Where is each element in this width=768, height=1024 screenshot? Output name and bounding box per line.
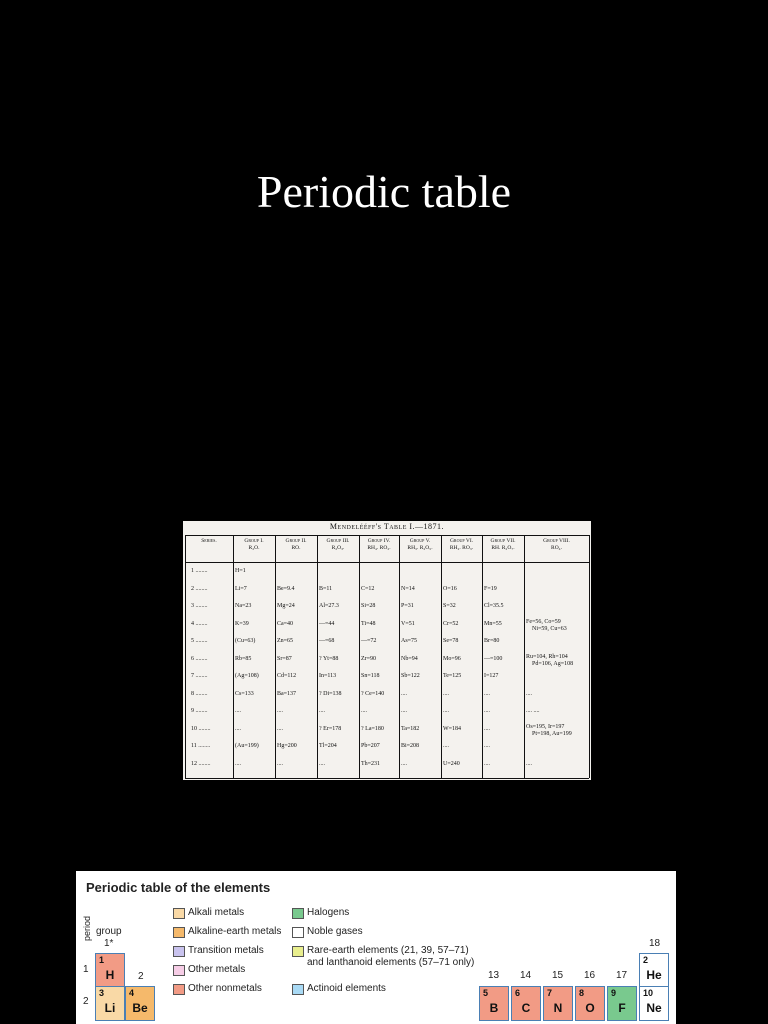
mendeleev-cell: ....: [484, 708, 490, 714]
mendeleev-cell: ....: [235, 760, 241, 767]
mendeleev-cell: —=72: [361, 638, 377, 644]
element-symbol: B: [489, 1001, 499, 1015]
legend-swatch: [173, 946, 185, 957]
element-tile-n: [543, 986, 573, 1021]
element-number: 4: [129, 988, 135, 998]
mendeleev-cell: Br=80: [484, 638, 500, 644]
group-number-label: 13: [488, 970, 500, 981]
mendeleev-cell: ....: [401, 708, 407, 714]
mendeleev-cell: Tl=204: [319, 743, 337, 749]
mendeleev-series-label: 6 ........: [191, 655, 208, 662]
mendeleev-cell: Zn=65: [277, 638, 294, 644]
element-tile-o: [575, 986, 605, 1021]
legend-label: Actinoid elements: [307, 983, 386, 994]
mendeleev-cell: Sn=118: [361, 673, 380, 679]
mendeleev-header-4: [359, 538, 399, 551]
mendeleev-cell: Ta=182: [401, 725, 420, 732]
group-number-label: 14: [520, 970, 532, 981]
element-symbol: N: [553, 1001, 563, 1015]
group-axis-label: group: [96, 926, 122, 937]
mendeleev-cell: Li=7: [235, 585, 247, 592]
mendeleev-cell: V=51: [401, 620, 415, 627]
mendeleev-cell: Bi=208: [401, 743, 420, 749]
mendeleev-cell: H=1: [235, 568, 246, 574]
element-number: 9: [611, 988, 617, 998]
mendeleev-cell: ....: [319, 760, 325, 767]
mendeleev-header-name: Group III.: [326, 538, 350, 544]
period-axis-label: period: [82, 915, 92, 941]
period-1-label: 1: [83, 964, 89, 975]
mendeleev-table-image: [183, 521, 591, 780]
mendeleev-cell: O=16: [443, 585, 457, 592]
mendeleev-header-formula: RH. R₂O₇.: [491, 544, 515, 551]
mendeleev-cell: ....: [443, 743, 449, 749]
element-symbol: Ne: [646, 1001, 662, 1015]
element-symbol: F: [618, 1001, 626, 1015]
legend-swatch: [292, 927, 304, 938]
slide-title: Periodic table: [256, 166, 512, 217]
element-number: 7: [547, 988, 553, 998]
mendeleev-cell: Hg=200: [277, 743, 297, 749]
mendeleev-cell: ....: [526, 760, 532, 767]
mendeleev-cell: F=19: [484, 585, 497, 592]
mendeleev-header-formula: RH₃. R₂O₅.: [407, 544, 433, 551]
mendeleev-header-name: Series.: [201, 538, 217, 544]
mendeleev-cell: Se=78: [443, 638, 459, 644]
group-number-label: 17: [616, 970, 628, 981]
mendeleev-cell: Sr=87: [277, 655, 292, 662]
mendeleev-cell: Rb=85: [235, 655, 252, 662]
mendeleev-cell: Pb=207: [361, 743, 380, 749]
mendeleev-cell: Fe=56, Co=59 Ni=59, Cu=63: [526, 618, 567, 632]
mendeleev-cell: Cl=35.5: [484, 603, 504, 609]
mendeleev-cell: ....: [235, 708, 241, 714]
mendeleev-cell: Ru=104, Rh=104 Pd=106, Ag=108: [526, 653, 574, 667]
element-tile-c: [511, 986, 541, 1021]
mendeleev-cell: ? Yt=88: [319, 655, 339, 662]
element-tile-h: [95, 953, 125, 988]
mendeleev-cell: —=100: [484, 655, 503, 662]
mendeleev-cell: ....: [484, 690, 490, 697]
mendeleev-cell: Ti=48: [361, 620, 376, 627]
mendeleev-header-name: Group II.: [285, 538, 307, 544]
mendeleev-header-formula: R₂O.: [248, 544, 260, 551]
mendeleev-series-label: 1 ........: [191, 568, 208, 574]
mendeleev-header-formula: RH₄. RO₂.: [367, 544, 391, 551]
mendeleev-cell: Te=125: [443, 673, 462, 679]
element-tile-f: [607, 986, 637, 1021]
element-number: 6: [515, 988, 521, 998]
legend-label: Other nonmetals: [188, 983, 262, 994]
mendeleev-cell: ....: [361, 708, 367, 714]
mendeleev-cell: —=44: [319, 620, 335, 627]
group-18-label: 18: [649, 938, 661, 949]
periodic-table-title: Periodic table of the elements: [86, 880, 271, 895]
mendeleev-title: Mendelééff's Table I.—1871.: [329, 522, 445, 531]
mendeleev-cell: ....: [484, 760, 490, 767]
element-number: 2: [643, 955, 649, 965]
mendeleev-cell: ....: [319, 708, 325, 714]
element-symbol: C: [521, 1001, 531, 1015]
legend-label: Other metals: [188, 964, 246, 975]
legend-swatch: [173, 908, 185, 919]
element-tile-b: [479, 986, 509, 1021]
element-symbol: Be: [132, 1001, 148, 1015]
mendeleev-series-label: 8 ........: [191, 690, 208, 697]
mendeleev-cell: ....: [443, 690, 449, 697]
legend-swatch: [292, 984, 304, 995]
mendeleev-cell: Cd=112: [277, 673, 297, 679]
mendeleev-cell: (Cu=63): [235, 638, 256, 644]
mendeleev-cell: Sb=122: [401, 673, 420, 679]
group-number-label: 16: [584, 970, 596, 981]
mendeleev-cell: Mo=96: [443, 655, 461, 662]
element-tile-li: [95, 986, 125, 1021]
mendeleev-header-5: [399, 538, 441, 551]
mendeleev-cell: Na=23: [235, 603, 252, 609]
mendeleev-header-name: Group VII.: [490, 538, 516, 544]
element-number: 5: [483, 988, 489, 998]
mendeleev-header-name: Group VI.: [449, 538, 474, 544]
mendeleev-cell: Th=231: [361, 760, 381, 767]
mendeleev-header-formula: R₂O₃.: [331, 544, 345, 551]
mendeleev-cell: ....: [401, 690, 407, 697]
legend-label-line2: and lanthanoid elements (57–71 only): [307, 957, 475, 968]
mendeleev-cell: As=75: [401, 638, 418, 644]
mendeleev-header-name: Group IV.: [367, 538, 391, 544]
mendeleev-header-name: Group VIII.: [543, 538, 570, 544]
element-symbol: O: [585, 1001, 595, 1015]
legend-swatch: [173, 927, 185, 938]
mendeleev-cell: Nb=94: [401, 655, 418, 662]
element-tile-be: [125, 986, 155, 1021]
legend-swatch: [292, 946, 304, 957]
legend-label: Halogens: [307, 907, 350, 918]
mendeleev-header-7: [482, 538, 524, 551]
element-number: 3: [99, 988, 105, 998]
mendeleev-header-0: [185, 538, 233, 545]
mendeleev-series-label: 3 ........: [191, 603, 208, 609]
mendeleev-cell: Ca=40: [277, 620, 294, 627]
mendeleev-cell: Al=27.3: [319, 603, 339, 609]
group-number-label: 15: [552, 970, 564, 981]
legend-label: Transition metals: [188, 945, 264, 956]
mendeleev-header-name: Group I.: [244, 538, 264, 544]
mendeleev-cell: C=12: [361, 585, 375, 592]
mendeleev-header-formula: RH₂. RO₃.: [449, 544, 474, 551]
mendeleev-cell: K=39: [235, 620, 249, 627]
mendeleev-header-2: [275, 538, 317, 551]
mendeleev-series-label: 10 ........: [191, 725, 211, 732]
element-number: 10: [643, 988, 654, 998]
mendeleev-cell: Cr=52: [443, 620, 459, 627]
mendeleev-cell: .... ....: [526, 708, 540, 714]
legend-swatch: [173, 965, 185, 976]
element-tile-he: [639, 953, 669, 988]
mendeleev-cell: ....: [443, 708, 449, 714]
mendeleev-cell: (Au=199): [235, 743, 259, 749]
mendeleev-header-formula: RO₄.: [551, 544, 562, 551]
mendeleev-series-label: 2 ........: [191, 585, 208, 592]
mendeleev-cell: ....: [277, 760, 283, 767]
mendeleev-series-label: 11 ........: [191, 743, 211, 749]
mendeleev-cell: —=68: [319, 638, 335, 644]
mendeleev-cell: Zr=90: [361, 655, 377, 662]
mendeleev-header-1: [233, 538, 275, 551]
mendeleev-cell: W=184: [443, 725, 462, 732]
group-1-label: 1*: [104, 938, 114, 949]
element-symbol: Li: [104, 1001, 116, 1015]
mendeleev-series-label: 9 ........: [191, 708, 208, 714]
legend-label: Alkali metals: [188, 907, 245, 918]
element-symbol: He: [646, 968, 662, 982]
mendeleev-cell: ? Di=138: [319, 690, 342, 697]
mendeleev-header-3: [317, 538, 359, 551]
element-number: 8: [579, 988, 585, 998]
mendeleev-cell: ....: [484, 743, 490, 749]
mendeleev-cell: ....: [401, 760, 407, 767]
mendeleev-cell: Mg=24: [277, 603, 295, 609]
legend-label: Noble gases: [307, 926, 363, 937]
element-tile-ne: [639, 986, 669, 1021]
mendeleev-series-label: 7 ........: [191, 673, 208, 679]
legend-swatch: [292, 908, 304, 919]
mendeleev-cell: ? Ce=140: [361, 690, 385, 697]
mendeleev-series-label: 4 ........: [191, 620, 208, 627]
mendeleev-cell: Mn=55: [484, 620, 502, 627]
mendeleev-cell: N=14: [401, 585, 415, 592]
mendeleev-cell: ....: [277, 708, 283, 714]
mendeleev-header-name: Group V.: [409, 538, 431, 544]
mendeleev-cell: I=127: [484, 673, 499, 679]
mendeleev-cell: S=32: [443, 603, 456, 609]
group-2-label: 2: [138, 971, 144, 982]
element-symbol: H: [105, 968, 115, 982]
mendeleev-cell: ? La=180: [361, 725, 384, 732]
mendeleev-cell: Be=9.4: [277, 585, 295, 592]
mendeleev-cell: (Ag=108): [235, 673, 259, 679]
mendeleev-series-label: 5 ........: [191, 638, 208, 644]
mendeleev-cell: ? Er=178: [319, 725, 342, 732]
period-2-label: 2: [83, 996, 89, 1007]
mendeleev-cell: Cs=133: [235, 690, 254, 697]
mendeleev-cell: U=240: [443, 760, 460, 767]
modern-periodic-table-image: [76, 871, 676, 1024]
mendeleev-cell: P=31: [401, 603, 414, 609]
mendeleev-cell: ....: [526, 690, 532, 697]
mendeleev-series-label: 12 ........: [191, 760, 211, 767]
mendeleev-cell: In=113: [319, 673, 337, 679]
mendeleev-cell: ....: [484, 725, 490, 732]
mendeleev-cell: Os=195, Ir=197 Pt=198, Au=199: [526, 723, 572, 737]
mendeleev-cell: ....: [277, 725, 283, 732]
element-number: 1: [99, 955, 105, 965]
mendeleev-header-6: [441, 538, 482, 551]
mendeleev-header-formula: RO.: [291, 544, 301, 551]
mendeleev-cell: Ba=137: [277, 690, 297, 697]
legend-label: Rare-earth elements (21, 39, 57–71): [307, 945, 469, 956]
mendeleev-cell: B=11: [319, 585, 333, 592]
legend-label: Alkaline-earth metals: [188, 926, 282, 937]
mendeleev-cell: Si=28: [361, 603, 376, 609]
mendeleev-header-8: [524, 538, 589, 551]
mendeleev-cell: ....: [235, 725, 241, 732]
legend-swatch: [173, 984, 185, 995]
